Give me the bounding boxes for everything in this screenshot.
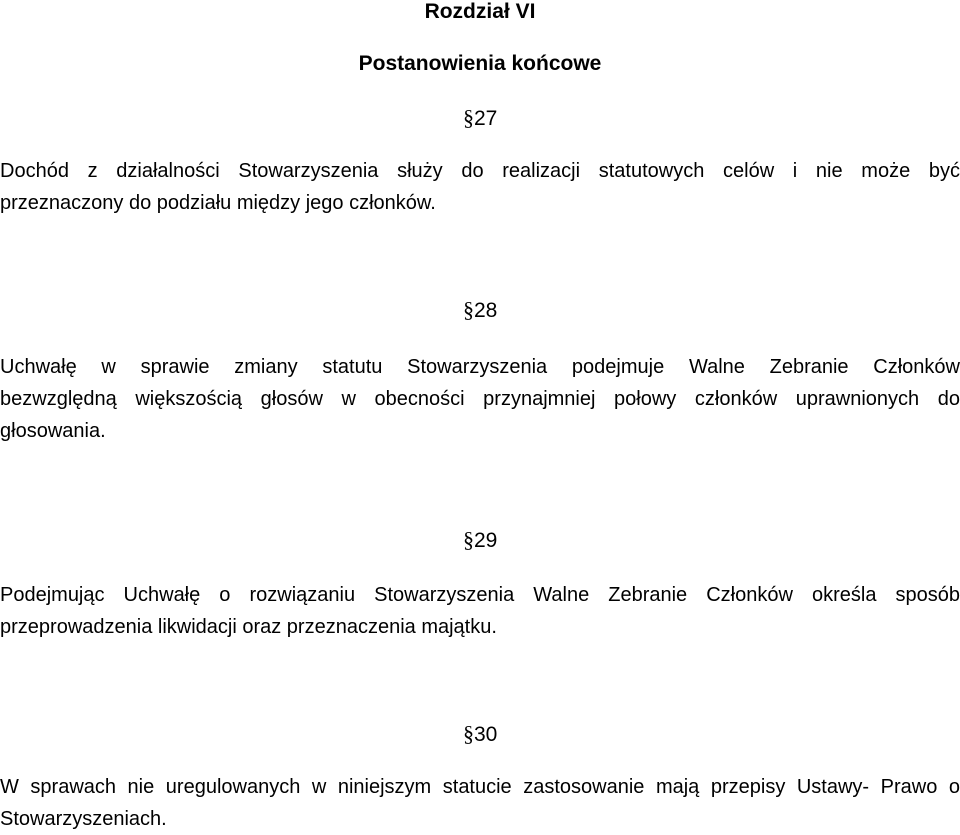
section-sign-icon: § xyxy=(463,527,474,552)
paragraph-number-28 xyxy=(463,297,497,324)
section-title: Postanowienia końcowe xyxy=(358,52,602,75)
paragraph-line: przeznaczony do podziału między jego członków. xyxy=(0,192,436,214)
paragraph-line: Podejmując Uchwałę o rozwiązaniu Stowarzyszenia Walne Zebranie Członków określa sposób xyxy=(0,584,960,606)
paragraph-number: 27 xyxy=(474,107,498,130)
section-sign-icon: § xyxy=(463,721,474,746)
paragraph-number-27 xyxy=(463,105,497,132)
section-sign-icon: § xyxy=(463,297,474,322)
paragraph-line: Dochód z działalności Stowarzyszenia służy do realizacji statutowych celów i nie może być xyxy=(0,160,960,182)
paragraph-text-30 xyxy=(0,771,960,835)
paragraph-text-29 xyxy=(0,579,960,643)
paragraph-text-27 xyxy=(0,155,960,219)
paragraph-number-29 xyxy=(463,527,497,554)
paragraph-line: Stowarzyszeniach. xyxy=(0,808,167,830)
paragraph-number: 29 xyxy=(474,529,498,552)
paragraph-line: W sprawach nie uregulowanych w niniejszym statucie zastosowanie mają przepisy Ustawy- Prawo o xyxy=(0,776,960,798)
paragraph-line: bezwzględną większością głosów w obecności przynajmniej połowy członków uprawnionych do xyxy=(0,388,960,410)
paragraph-number: 28 xyxy=(474,299,498,322)
paragraph-line: przeprowadzenia likwidacji oraz przeznaczenia majątku. xyxy=(0,616,497,638)
paragraph-number-30 xyxy=(463,721,497,748)
paragraph-number: 30 xyxy=(474,723,498,746)
paragraph-line: Uchwałę w sprawie zmiany statutu Stowarzyszenia podejmuje Walne Zebranie Członków xyxy=(0,356,960,378)
paragraph-line: głosowania. xyxy=(0,420,106,442)
paragraph-text-28 xyxy=(0,351,960,447)
chapter-title: Rozdział VI xyxy=(424,0,536,23)
section-sign-icon: § xyxy=(463,105,474,130)
